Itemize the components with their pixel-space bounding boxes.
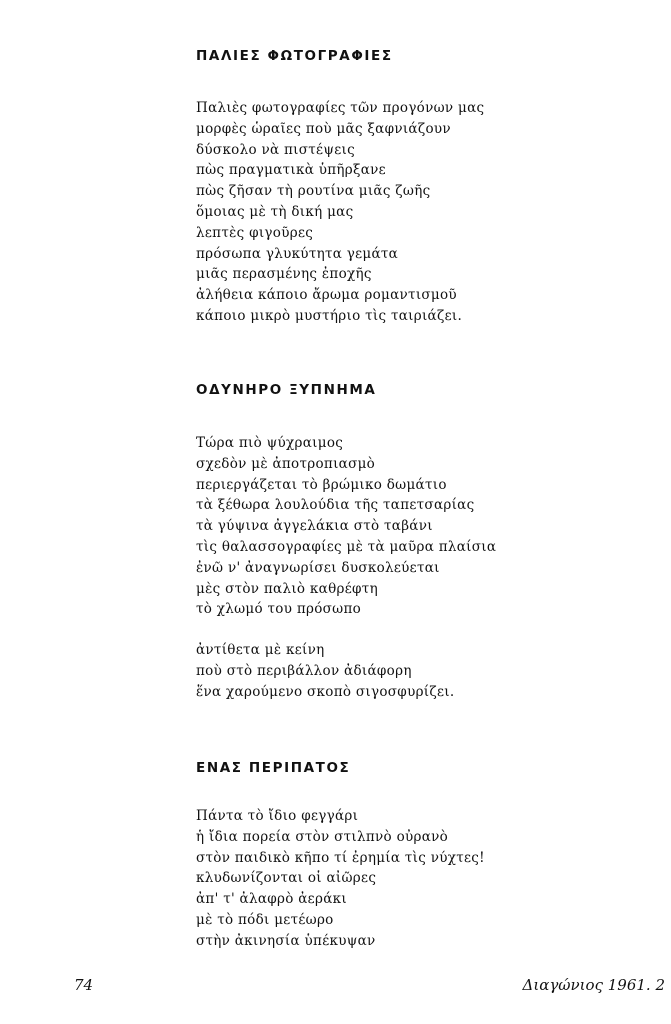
- verse-line: κλυδωνίζονται οἱ αἰῶρες: [196, 870, 377, 887]
- page-number: 74: [74, 976, 94, 994]
- verse-line: ἀλήθεια κάποιο ἄρωμα ρομαντισμοῦ: [196, 287, 457, 304]
- verse-line: δύσκολο νὰ πιστέψεις: [196, 141, 355, 158]
- verse-line: μορφὲς ὡραῖες ποὺ μᾶς ξαφνιάζουν: [196, 120, 451, 137]
- verse-line: στὴν ἀκινησία ὑπέκυψαν: [196, 932, 376, 949]
- verse-line: τὶς θαλασσογραφίες μὲ τὰ μαῦρα πλαίσια: [196, 538, 497, 555]
- poem-title: ΕΝΑΣ ΠΕΡΙΠΑΤΟΣ: [196, 760, 351, 776]
- stanza: [196, 806, 636, 952]
- verse-line: ἀπ' τ' ἀλαφρὸ ἀεράκι: [196, 891, 347, 908]
- poem: [196, 382, 636, 703]
- verse-line: μὲς στὸν παλιὸ καθρέφτη: [196, 580, 378, 597]
- verse-line: τὸ χλωμό του πρόσωπο: [196, 601, 362, 618]
- verse-line: μὲ τὸ πόδι μετέωρο: [196, 911, 334, 928]
- verse-line: πὼς πραγματικὰ ὑπῆρξανε: [196, 162, 386, 179]
- verse-line: ἐνῶ ν' ἀναγνωρίσει δυσκολεύεται: [196, 559, 440, 576]
- verse-line: στὸν παιδικὸ κῆπο τί ἐρημία τὶς νύχτες!: [196, 849, 485, 866]
- poem: [196, 760, 636, 952]
- verse-line: ἀντίθετα μὲ κείνη: [196, 642, 325, 659]
- verse-line: ἡ ἴδια πορεία στὸν στιλπνὸ οὐρανὸ: [196, 828, 449, 845]
- verse-line: ἕνα χαρούμενο σκοπὸ σιγοσφυρίζει.: [196, 683, 455, 700]
- verse-line: πὼς ζῆσαν τὴ ρουτίνα μιᾶς ζωῆς: [196, 183, 431, 200]
- verse-line: περιεργάζεται τὸ βρώμικο δωμάτιο: [196, 476, 447, 493]
- poem-title: ΟΔΥΝΗΡΟ ΞΥΠΝΗΜΑ: [196, 382, 377, 398]
- verse-line: τὰ ξέθωρα λουλούδια τῆς ταπετσαρίας: [196, 497, 475, 514]
- verse-line: Τώρα πιὸ ψύχραιμος: [196, 435, 344, 451]
- verse-line: ποὺ στὸ περιβάλλον ἀδιάφορη: [196, 662, 412, 679]
- verse-line: ὅμοιας μὲ τὴ δική μας: [196, 203, 354, 220]
- verse-line: πρόσωπα γλυκύτητα γεμάτα: [196, 245, 399, 262]
- verse-line: Παλιὲς φωτογραφίες τῶν προγόνων μας: [196, 100, 485, 116]
- verse-line: μιᾶς περασμένης ἐποχῆς: [196, 266, 372, 283]
- running-footer-journal: Διαγώνιος 1961. 2: [522, 976, 665, 994]
- verse-line: λεπτὲς φιγοῦρες: [196, 224, 314, 241]
- verse-line: σχεδὸν μὲ ἀποτροπιασμὸ: [196, 455, 376, 472]
- verse-line: τὰ γύψινα ἀγγελάκια στὸ ταβάνι: [196, 518, 433, 535]
- stanza: [196, 433, 636, 620]
- verse-line: Πάντα τὸ ἴδιο φεγγάρι: [196, 808, 359, 824]
- verse-line: κάποιο μικρὸ μυστήριο τὶς ταιριάζει.: [196, 307, 463, 324]
- poem: [196, 48, 636, 327]
- stanza: [196, 98, 636, 327]
- poem-title: ΠΑΛΙΕΣ ΦΩΤΟΓΡΑΦΙΕΣ: [196, 48, 393, 64]
- stanza: [196, 640, 636, 702]
